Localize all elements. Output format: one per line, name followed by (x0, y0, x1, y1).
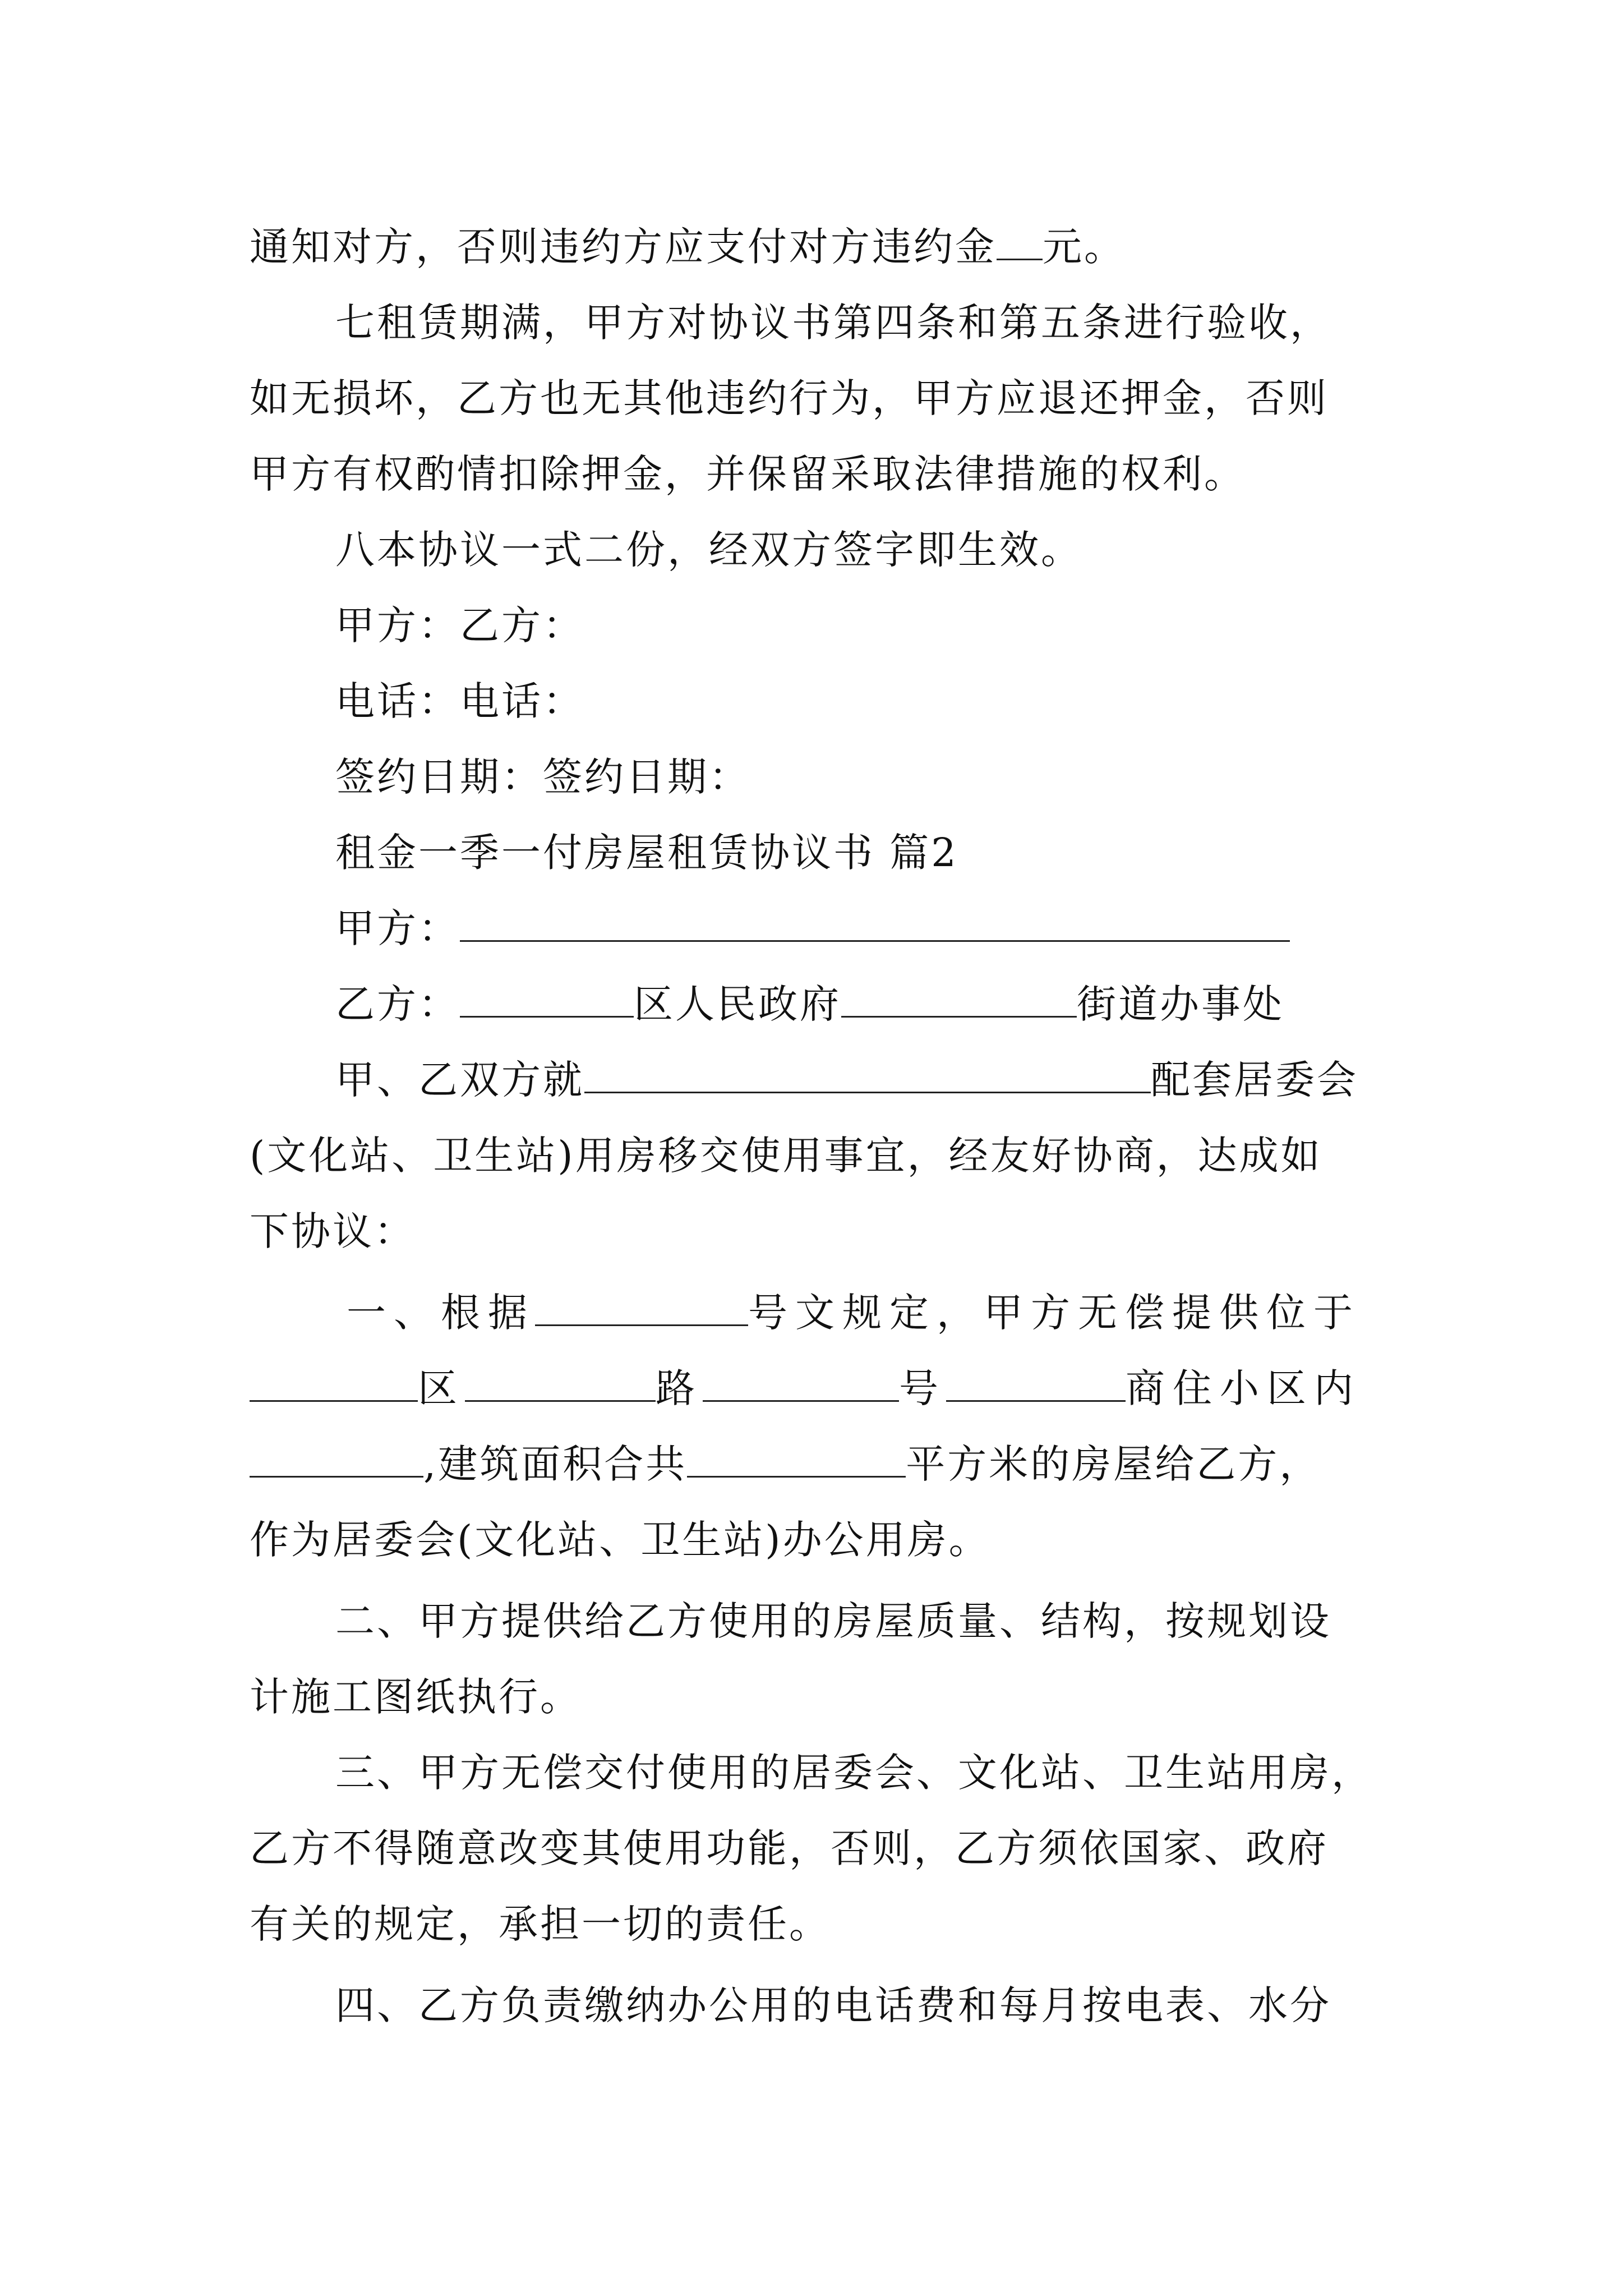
text-segment: 平方米的房屋给乙方， (906, 1441, 1321, 1487)
text-segment: 一、根据 (347, 1290, 535, 1336)
text-segment: 商住小区内 (1126, 1365, 1361, 1411)
text-segment: 甲、乙双方就 (335, 1057, 584, 1103)
fill-blank (250, 1365, 418, 1402)
text-segment: 通知对方，否则违约方应支付对方违约金 (250, 224, 997, 270)
fill-blank (946, 1365, 1126, 1402)
fill-blank (703, 1365, 899, 1402)
fill-blank (687, 1441, 906, 1478)
fill-blank (250, 1441, 423, 1478)
party-a-line (335, 900, 1290, 956)
paragraph-line: 八本协议一式二份，经双方签字即生效。 (335, 527, 1082, 573)
text-line: 如无损坏，乙方也无其他违约行为，甲方应退还押金，否则 (250, 375, 1329, 421)
text-line: 作为居委会(文化站、卫生站)办公用房。 (250, 1517, 990, 1563)
signature-party-line: 甲方：乙方： (335, 602, 584, 648)
section-heading: 租金一季一付房屋租赁协议书 篇2 (335, 830, 958, 876)
fill-blank (460, 905, 1290, 942)
text-segment: 街道办事处 (1077, 981, 1284, 1027)
text-segment: 区 (418, 1365, 465, 1411)
clause-line (250, 1436, 1321, 1492)
fill-blank (997, 224, 1043, 260)
text-segment: 区人民政府 (634, 981, 841, 1027)
signature-date-line: 签约日期：签约日期： (335, 754, 750, 800)
party-b-line (335, 976, 1284, 1032)
text-line: 下协议： (250, 1208, 416, 1254)
text-line: 计施工图纸执行。 (250, 1674, 582, 1720)
text-line: (文化站、卫生站)用房移交使用事宜，经友好协商，达成如 (250, 1133, 1322, 1179)
text-line: 乙方不得随意改变其使用功能，否则，乙方须依国家、政府 (250, 1825, 1329, 1871)
text-segment: 乙方： (335, 981, 460, 1027)
text-segment: 配套居委会 (1151, 1057, 1358, 1103)
clause-line (347, 1285, 1361, 1341)
text-line: 甲方有权酌情扣除押金，并保留采取法律措施的权利。 (250, 451, 1246, 497)
paragraph-line (335, 1052, 1358, 1108)
text-segment: 元。 (1043, 224, 1126, 270)
clause-line (250, 1360, 1361, 1416)
fill-blank (460, 981, 634, 1018)
text-segment: 号文规定，甲方无偿提供位于 (748, 1290, 1361, 1336)
clause-line: 三、甲方无偿交付使用的居委会、文化站、卫生站用房， (335, 1750, 1373, 1796)
clause-line: 四、乙方负责缴纳办公用的电话费和每月按电表、水分 (335, 1982, 1331, 2028)
text-segment: 路 (656, 1365, 703, 1411)
paragraph-line: 七租赁期满，甲方对协议书第四条和第五条进行验收， (335, 300, 1331, 346)
fill-blank (841, 981, 1077, 1018)
text-segment: 号 (899, 1365, 946, 1411)
text-line (250, 219, 1126, 275)
fill-blank (535, 1290, 748, 1326)
signature-phone-line: 电话：电话： (335, 678, 584, 724)
clause-line: 二、甲方提供给乙方使用的房屋质量、结构，按规划设 (335, 1598, 1331, 1644)
text-segment: ,建筑面积合共 (423, 1441, 688, 1487)
fill-blank (584, 1057, 1151, 1093)
text-segment: 甲方： (335, 905, 460, 951)
fill-blank (465, 1365, 656, 1402)
text-line: 有关的规定，承担一切的责任。 (250, 1901, 831, 1947)
